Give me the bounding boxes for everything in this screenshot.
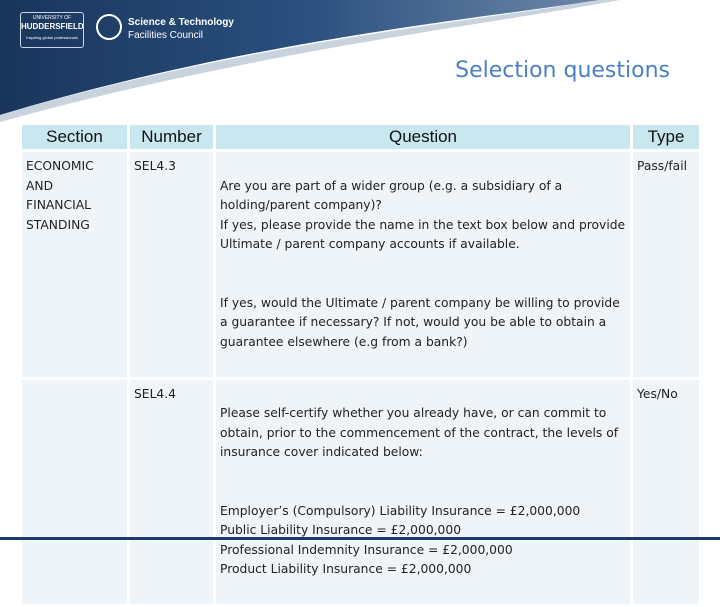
logo-line: HUDDERSFIELD bbox=[21, 22, 84, 31]
number-cell: SEL4.3 bbox=[130, 152, 213, 377]
number-cell: SEL4.4 bbox=[130, 380, 213, 605]
selection-questions-table bbox=[19, 122, 702, 607]
stfc-emblem-icon bbox=[96, 14, 122, 40]
question-paragraph: Employer’s (Compulsory) Liability Insurance = £2,000,000 Public Liability Insurance = £2,000,000 Professional Indemnity Insurance = £2,000,000 Product Liability Insurance = £2,000,000 bbox=[220, 503, 581, 576]
column-header-number: Number bbox=[130, 125, 213, 149]
question-paragraph: If yes, would the Ultimate / parent company be willing to provide a guarantee if necessary? If not, would you be able to obtain a guarantee elsewhere (e.g from a bank?) bbox=[220, 295, 620, 349]
logo-line: UNIVERSITY OF bbox=[32, 15, 72, 21]
section-cell: ECONOMIC AND FINANCIAL STANDING bbox=[22, 152, 127, 377]
column-header-section: Section bbox=[22, 125, 127, 149]
question-cell bbox=[216, 380, 630, 605]
logo-line: Science & Technology bbox=[128, 17, 234, 28]
logo-line: Inspiring global professionals bbox=[26, 35, 78, 40]
question-paragraph: Please self-certify whether you already have, or can commit to obtain, prior to the commencement of the contract, the levels of insurance cover indicated below: bbox=[220, 406, 619, 459]
logo-line: Facilities Council bbox=[128, 30, 204, 41]
type-cell: Yes/No bbox=[633, 380, 699, 605]
question-cell bbox=[216, 152, 630, 377]
slide-title: Selection questions bbox=[455, 58, 670, 83]
table-row bbox=[22, 152, 699, 377]
table-row bbox=[22, 380, 699, 605]
section-cell bbox=[22, 380, 127, 605]
column-header-type: Type bbox=[633, 125, 699, 149]
huddersfield-logo bbox=[20, 12, 84, 48]
table-header-row bbox=[22, 125, 699, 149]
type-cell: Pass/fail bbox=[633, 152, 699, 377]
stfc-logo bbox=[96, 14, 236, 44]
column-header-question: Question bbox=[216, 125, 630, 149]
question-paragraph: Are you are part of a wider group (e.g. a subsidiary of a holding/parent company)? If yes, please provide the name in the text box below and provide Ultimate / parent company accounts if available. bbox=[220, 178, 626, 251]
